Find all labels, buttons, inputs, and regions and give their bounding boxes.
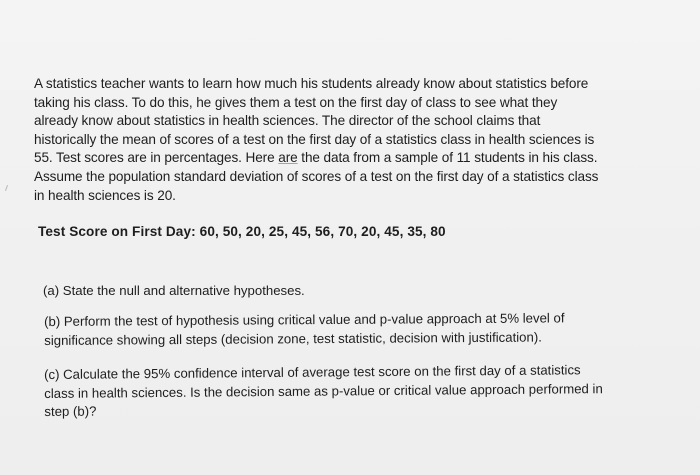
problem-statement [34, 75, 634, 205]
spellcheck-underlined-word: are [278, 150, 298, 166]
question-line: step (b)? [44, 403, 97, 420]
question-line: (b) Perform the test of hypothesis using critical value and p-value approach at 5% level of [44, 310, 565, 329]
question-c [44, 361, 603, 422]
intro-line: historically the mean of scores of a test on the first day of a statistics class in health sciences is [34, 131, 595, 147]
test-score-label: Test Score on First Day: [38, 224, 196, 239]
intro-line: taking his class. To do this, he gives them a test on the first day of class to see what they [34, 94, 558, 110]
question-a [43, 282, 305, 301]
intro-line-start: 55. Test scores are in percentages. Here [34, 150, 279, 166]
intro-line-end: the data from a sample of 11 students in his class. [297, 150, 598, 166]
test-score-values: 60, 50, 20, 25, 45, 56, 70, 20, 45, 35, 80 [199, 224, 446, 239]
question-line: significance showing all steps (decision zone, test statistic, decision with justification). [44, 329, 542, 348]
intro-line [34, 149, 634, 168]
question-line: (a) State the null and alternative hypotheses. [43, 283, 305, 298]
question-line: class in health sciences. Is the decision same as p-value or critical value approach performed in [44, 380, 603, 401]
question-line: (c) Calculate the 95% confidence interval of average test score on the first day of a statistics [44, 362, 581, 382]
intro-line: Assume the population standard deviation of scores of a test on the first day of a statistics class [34, 168, 599, 184]
intro-line: already know about statistics in health sciences. The director of the school claims that [34, 113, 541, 129]
test-score-data [38, 224, 446, 239]
margin-mark [5, 185, 8, 191]
intro-line: in health sciences is 20. [34, 187, 176, 203]
intro-line: A statistics teacher wants to learn how much his students already know about statistics before [34, 76, 589, 91]
question-b [44, 309, 565, 350]
